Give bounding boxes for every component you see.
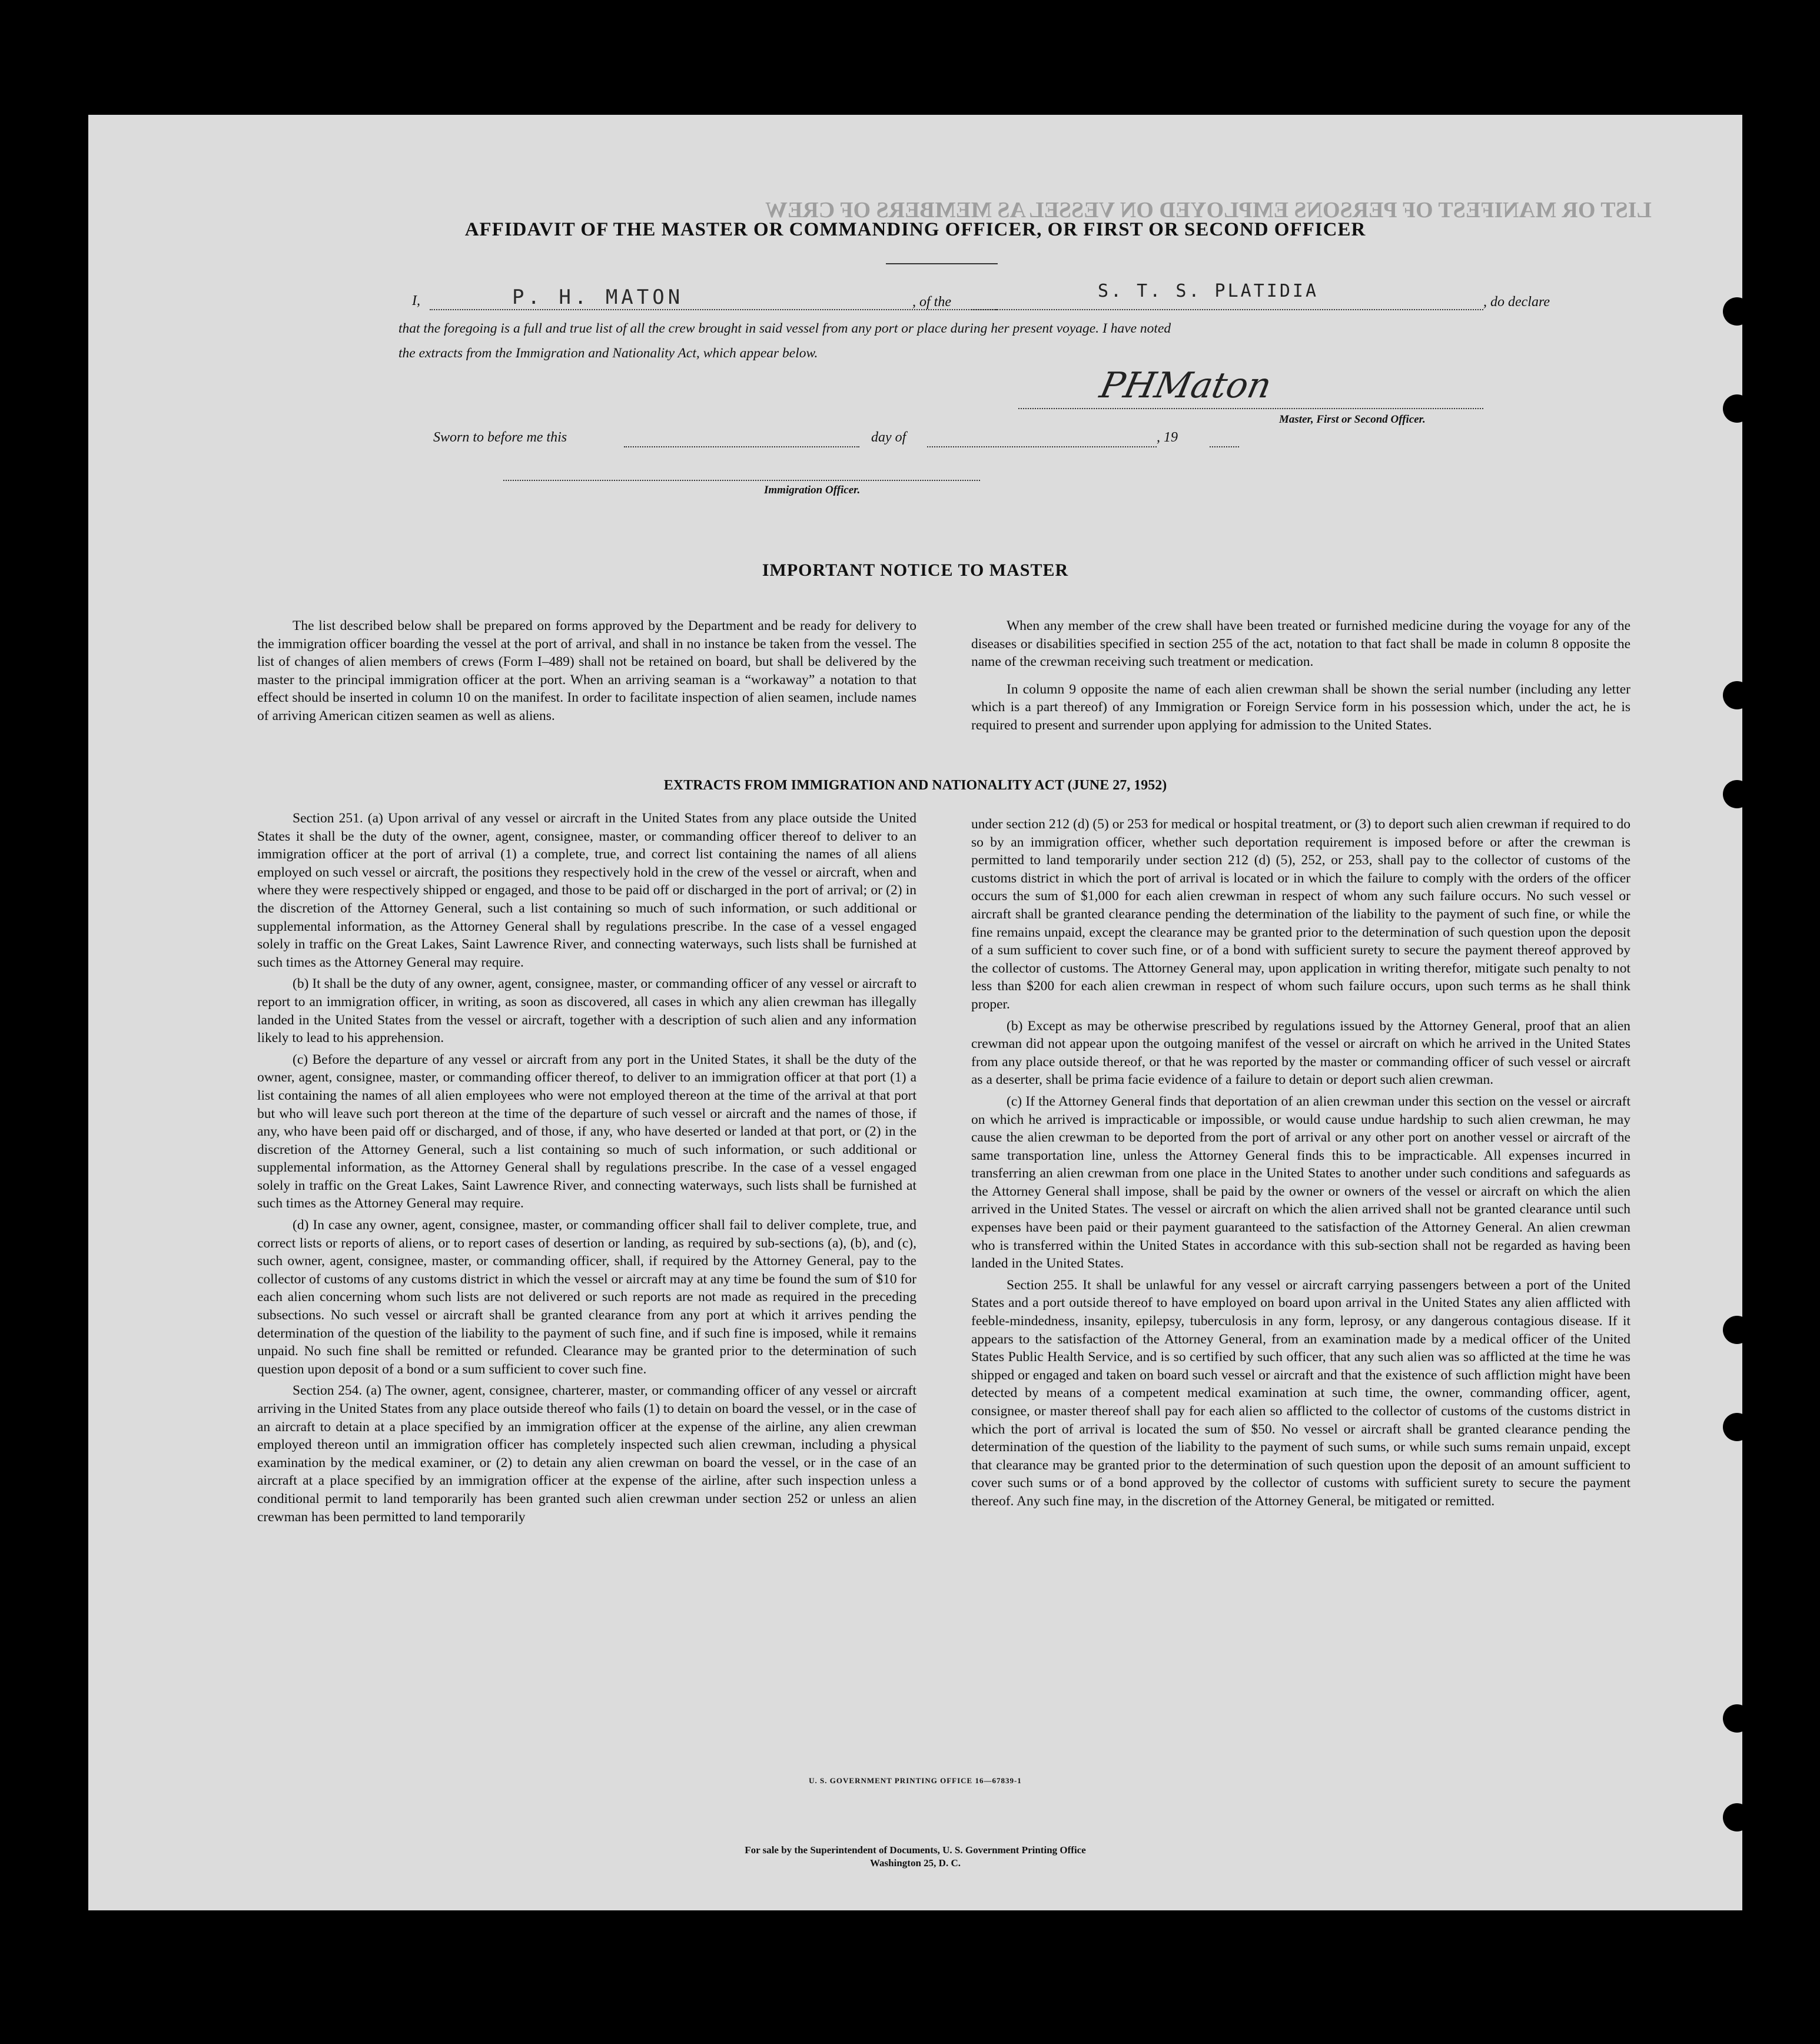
day-of-label: day of [871, 430, 906, 445]
signature-caption: Master, First or Second Officer. [1279, 413, 1426, 426]
statement-line-1: that the foregoing is a full and true list of all the crew brought in said vessel from any port or place during her present voyage. I have noted [398, 321, 1171, 336]
sworn-year-blank [1210, 446, 1239, 447]
master-name: P. H. MATON [512, 286, 684, 309]
bleed-through-text: LIST OR MANIFEST OF PERSONS EMPLOYED ON VESSEL AS MEMBERS OF CREW [765, 198, 1652, 223]
section-251-a: Section 251. (a) Upon arrival of any vessel or aircraft in the United States from any place outside the United States it shall be the duty of the owner, agent, consignee, master, or commanding officer thereof to deliver to an immigration officer at the port of arrival (1) a complete, true, and correct list containing the names of all aliens employed on such vessel or aircraft, the positions they respectively hold in the crew of the vessel or aircraft, when and where they were respectively shipped or engaged, and those to be paid off or discharged in the port of arrival; or (2) in the discretion of the Attorney General, such a list containing so much of such information, or such additional or supplemental information, as the Attorney General shall by regulations prescribe. In the case of a vessel engaged solely in traffic on the Great Lakes, Saint Lawrence River, and connecting waterways, such lists shall be furnished at such times as the Attorney General may require. [257, 811, 916, 970]
punch-hole [1723, 394, 1751, 423]
year-label: , 19 [1157, 430, 1178, 445]
of-the-label: , of the [912, 294, 951, 310]
punch-hole [1723, 1316, 1751, 1344]
sworn-month-blank [927, 446, 1157, 447]
notice-title: IMPORTANT NOTICE TO MASTER [762, 560, 1069, 580]
printing-office-line: U. S. GOVERNMENT PRINTING OFFICE 16—67839-1 [809, 1776, 1022, 1785]
immigration-officer-caption: Immigration Officer. [764, 484, 861, 496]
notice-left-column [257, 617, 916, 729]
vessel-underline [971, 309, 1483, 310]
affidavit-title: AFFIDAVIT OF THE MASTER OR COMMANDING OFFICER, OR FIRST OR SECOND OFFICER [464, 219, 1366, 240]
extracts-title: EXTRACTS FROM IMMIGRATION AND NATIONALITY ACT (JUNE 27, 1952) [663, 778, 1167, 793]
notice-right-paragraph-1: When any member of the crew shall have been treated or furnished medicine during the voyage for any of the diseases or disabilities specified in section 255 of the act, notation to that fact shall be made in column 8 opposite the name of the crewman receiving such treatment or medication. [971, 618, 1630, 670]
punch-hole [1723, 297, 1751, 326]
punch-hole [1723, 1803, 1751, 1831]
section-254-b: (b) Except as may be otherwise prescribed by regulations issued by the Attorney General, proof that an alien crewman did not appear upon the outgoing manifest of the vessel or aircraft on which he arrived in the United States from any place outside thereof, or that he was reported by the master or commanding officer of such vessel or aircraft as a deserter, shall be prima facie evidence of a failure to detain or deport such alien crewman. [971, 1018, 1630, 1088]
section-251-c: (c) Before the departure of any vessel or aircraft from any port in the United States, it shall be the duty of the owner, agent, consignee, master, or commanding officer thereof, to deliver to an immigration officer at that port (1) a list containing the names of all alien employees who were not employed thereon at the time of the arrival at that port but who will leave such port thereon at the time of the departure of such vessel or aircraft and the names of those, if any, who have been paid off or discharged, and of those, if any, who have deserted or landed at that port, or (2) in the discretion of the Attorney General, such a list containing so much of such information, or such additional or supplemental information, as the Attorney General shall by regulations prescribe. In the case of a vessel engaged solely in traffic on the Great Lakes, Saint Lawrence River, and connecting waterways, such lists shall be furnished at such times as the Attorney General may require. [257, 1051, 916, 1212]
section-251-b: (b) It shall be the duty of any owner, agent, consignee, master, or commanding officer of any vessel or aircraft to report to an immigration officer, in writing, as soon as discovered, all cases in which any alien crewman has illegally landed in the United States from the vessel or aircraft, together with a description of such alien and any information likely to lead to his apprehension. [257, 976, 916, 1046]
section-255: Section 255. It shall be unlawful for any vessel or aircraft carrying passengers between a port of the United States and a port outside thereof to have employed on board upon arrival in the United States any alien afflicted with feeble-mindedness, insanity, epilepsy, tuberculosis in any form, leprosy, or any dangerous contagious disease. If it appears to the satisfaction of the Attorney General, from an examination made by a medical officer of the United States Public Health Service, and is so certified by such officer, that any such alien was so afflicted at the time he was shipped or engaged and taken on board such vessel or aircraft and that the existence of such affliction might have been detected by means of a competent medical examination at such time, the owner, commanding officer, agent, consignee, or master thereof shall pay for each alien so afflicted to the collector of customs of the customs district in which the port of arrival is located the sum of $50. No vessel or aircraft shall be granted clearance pending the determination of the question of the liability to the payment of such sums, or while such sums remain unpaid, except that clearance may be granted prior to the determination of such question upon the deposit of an amount sufficient to cover such sums or of a bond approved by the collector of customs with sufficient surety to secure the payment thereof. Any such fine may, in the discretion of the Attorney General, be mitigated or remitted. [971, 1277, 1630, 1509]
punch-hole [1723, 1704, 1751, 1733]
section-254-a: Section 254. (a) The owner, agent, consignee, charterer, master, or commanding officer of any vessel or aircraft arriving in the United States from any place outside thereof who fails (1) to detain on board the vessel, or in the case of an aircraft to detain at a place specified by an immigration officer at the expense of the airline, any alien crewman employed thereon until an immigration officer has completely inspected such alien crewman, including a physical examination by the medical examiner, or (2) to detain any alien crewman on board the vessel, or in the case of an aircraft at a place specified by an immigration officer at the expense of the airline, after such inspection unless a conditional permit to land temporarily has been granted such alien crewman under section 252 or unless an alien crewman has been permitted to land temporarily [257, 1383, 916, 1525]
notice-left-paragraph: The list described below shall be prepared on forms approved by the Department and be ready for delivery to the immigration officer boarding the vessel at the port of arrival, and shall in no instance be taken from the vessel. The list of changes of alien members of crews (Form I–489) shall not be retained on board, but shall be delivered by the master to the principal immigration officer at the port. When an arriving seaman is a “workaway” a notation to that effect should be inserted in column 10 on the manifest. In order to facilitate inspection of alien seamen, include names of arriving American citizen seamen as well as aliens. [257, 618, 916, 724]
sworn-label: Sworn to before me this [433, 430, 567, 445]
extracts-left-column [257, 809, 916, 1529]
punch-hole [1723, 681, 1751, 709]
do-declare-label: , do declare [1483, 294, 1550, 310]
vessel-name: S. T. S. PLATIDIA [1098, 281, 1319, 301]
punch-hole [1723, 780, 1751, 808]
punch-hole [1723, 1413, 1751, 1441]
notice-right-column [971, 617, 1630, 738]
extracts-right-column [971, 815, 1630, 1514]
i-label: I, [412, 293, 420, 308]
signature-line [1018, 408, 1483, 409]
section-251-d: (d) In case any owner, agent, consignee, master, or commanding officer shall fail to deliver complete, true, and correct lists or reports of aliens, or to report cases of desertion or landing, as required by sub-sections (a), (b), and (c), such owner, agent, consignee, master, or commanding officer, shall, if required by the Attorney General, pay to the collector of customs of any customs district in which the vessel or aircraft may at any time be found the sum of $10 for each alien concerning whom such lists are not delivered or such reports are not made as required in the preceding subsections. No such vessel or aircraft shall be granted clearance from any port at which it arrives pending the determination of the question of the liability to the payment of such fine, and if such fine is imposed, while it remains unpaid. No such fine shall be remitted or refunded. Clearance may be granted prior to the determination of such question upon deposit of a bond or a sum sufficient to cover such fine. [257, 1217, 916, 1377]
section-254-c: (c) If the Attorney General finds that deportation of an alien crewman under this section on the vessel or aircraft on which he arrived is impracticable or impossible, or would cause undue hardship to such alien crewman, he may cause the alien crewman to be deported from the port of arrival or any other port on another vessel or aircraft of the same transportation line, unless the Attorney General finds this to be impracticable. All expenses incurred in transferring an alien crewman from one place in the United States to another under such conditions and safeguards as the Attorney General shall impose, shall be paid by the owner or owners of the vessel or aircraft on which the alien arrived in the United States. The vessel or aircraft on which the alien arrived shall not be granted clearance until such expenses have been paid or their payment guaranteed to the satisfaction of the Attorney General. An alien crewman who is transferred within the United States in accordance with this sub-section shall not be regarded as having been landed in the United States. [971, 1093, 1630, 1272]
sworn-day-blank [624, 446, 859, 447]
statement-line-2: the extracts from the Immigration and Nationality Act, which appear below. [398, 346, 818, 361]
master-signature: PHMaton [1096, 365, 1276, 406]
immigration-officer-line [503, 480, 980, 481]
section-254-a-continued: under section 212 (d) (5) or 253 for medical or hospital treatment, or (3) to deport such alien crewman if required to do so by an immigration officer, whether such deportation requirement is imposed before or after the crewman is permitted to land temporarily under section 212 (d) (5), 252, or 253, shall pay to the collector of customs of the customs district in which the port of arrival is located or in which the failure to comply with the orders of the officer occurs the sum of $1,000 for each alien crewman in respect of whom any such failure occurs. No such vessel or aircraft shall be granted clearance pending the determination of the liability to the payment of such fine, or while the fine remains unpaid, except the clearance may be granted prior to the determination of such question upon the deposit of a sum sufficient to cover such fine, or of a bond with sufficient surety to secure the payment thereof approved by the collector of customs. The Attorney General may, upon application in writing therefor, mitigate such penalty to not less than $200 for each alien crewman in respect of whom such failure occurs, upon such terms as he shall think proper. [971, 817, 1630, 1012]
title-rule [886, 263, 998, 264]
sale-line-2: Washington 25, D. C. [870, 1857, 961, 1869]
sale-line-1: For sale by the Superintendent of Documents, U. S. Government Printing Office [745, 1844, 1086, 1856]
document-sheet [88, 115, 1742, 1910]
notice-right-paragraph-2: In column 9 opposite the name of each alien crewman shall be shown the serial number (including any letter which is a part thereof) of any Immigration or Foreign Service form in his possession which, under the act, he is required to present and surrender upon applying for admission to the United States. [971, 681, 1630, 733]
